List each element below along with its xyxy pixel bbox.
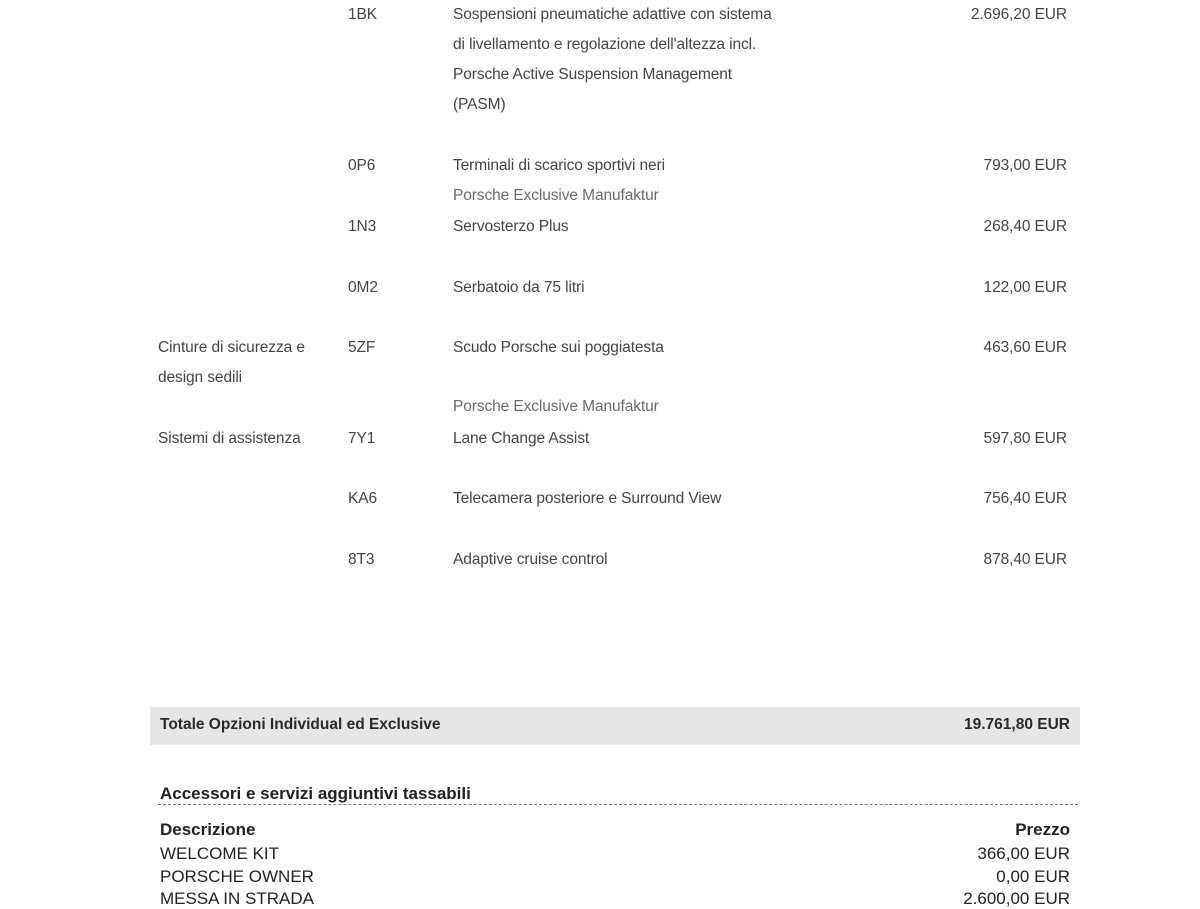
option-desc-1bk xyxy=(453,0,772,120)
option-price-1n3: 268,40 EUR xyxy=(983,218,1067,235)
option-price-0p6: 793,00 EUR xyxy=(983,157,1067,174)
desc-line: di livellamento e regolazione dell'altezza incl. xyxy=(453,36,757,53)
option-desc-0m2 xyxy=(453,273,584,303)
total-options-bar xyxy=(150,707,1080,745)
accessory-price: 2.600,00 EUR xyxy=(963,889,1070,908)
option-price-0m2: 122,00 EUR xyxy=(983,279,1067,296)
desc-line: Adaptive cruise control xyxy=(453,551,608,568)
option-price-7y1: 597,80 EUR xyxy=(983,430,1067,447)
option-desc-ka6 xyxy=(453,484,721,514)
category-label-seatbelts xyxy=(158,333,305,393)
category-label-assistance xyxy=(158,424,301,454)
option-desc-8t3 xyxy=(453,545,608,575)
desc-line: (PASM) xyxy=(453,96,506,113)
desc-line: Lane Change Assist xyxy=(453,430,590,447)
option-desc-1n3 xyxy=(453,212,569,242)
option-desc-5zf xyxy=(453,333,664,363)
option-price-ka6: 756,40 EUR xyxy=(983,490,1067,507)
column-header-description: Descrizione xyxy=(160,820,256,839)
column-header-price: Prezzo xyxy=(1015,820,1070,839)
category-line: Cinture di sicurezza e xyxy=(158,339,305,356)
desc-line: Terminali di scarico sportivi neri xyxy=(453,157,665,174)
option-price-5zf: 463,60 EUR xyxy=(983,339,1067,356)
option-desc-7y1 xyxy=(453,424,589,454)
option-code-0m2: 0M2 xyxy=(348,279,378,296)
option-code-1bk: 1BK xyxy=(348,6,377,23)
desc-line: Servosterzo Plus xyxy=(453,218,569,235)
option-code-5zf: 5ZF xyxy=(348,339,376,356)
option-code-0p6: 0P6 xyxy=(348,157,376,174)
desc-line: Sospensioni pneumatiche adattive con sistema xyxy=(453,6,772,23)
desc-line: Scudo Porsche sui poggiatesta xyxy=(453,339,664,356)
section-divider xyxy=(158,804,1078,805)
category-line: Sistemi di assistenza xyxy=(158,430,301,447)
section-subheading: Porsche Exclusive Manufaktur xyxy=(453,187,659,204)
option-code-8t3: 8T3 xyxy=(348,551,375,568)
option-price-8t3: 878,40 EUR xyxy=(983,551,1067,568)
accessory-desc: MESSA IN STRADA xyxy=(160,889,314,908)
option-code-1n3: 1N3 xyxy=(348,218,377,235)
option-code-ka6: KA6 xyxy=(348,490,377,507)
desc-line: Telecamera posteriore e Surround View xyxy=(453,490,722,507)
category-line: design sedili xyxy=(158,369,243,386)
desc-line: Serbatoio da 75 litri xyxy=(453,279,585,296)
option-code-7y1: 7Y1 xyxy=(348,430,376,447)
accessory-desc: PORSCHE OWNER xyxy=(160,867,314,886)
accessories-section-title: Accessori e servizi aggiuntivi tassabili xyxy=(160,784,471,803)
total-options-label: Totale Opzioni Individual ed Exclusive xyxy=(160,716,441,733)
accessory-price: 0,00 EUR xyxy=(996,867,1070,886)
accessory-desc: WELCOME KIT xyxy=(160,844,280,863)
option-price-1bk: 2.696,20 EUR xyxy=(970,6,1067,23)
accessory-price: 366,00 EUR xyxy=(977,844,1070,863)
option-desc-0p6 xyxy=(453,151,665,181)
total-options-value: 19.761,80 EUR xyxy=(964,716,1070,733)
section-subheading: Porsche Exclusive Manufaktur xyxy=(453,398,659,415)
desc-line: Porsche Active Suspension Management xyxy=(453,66,733,83)
